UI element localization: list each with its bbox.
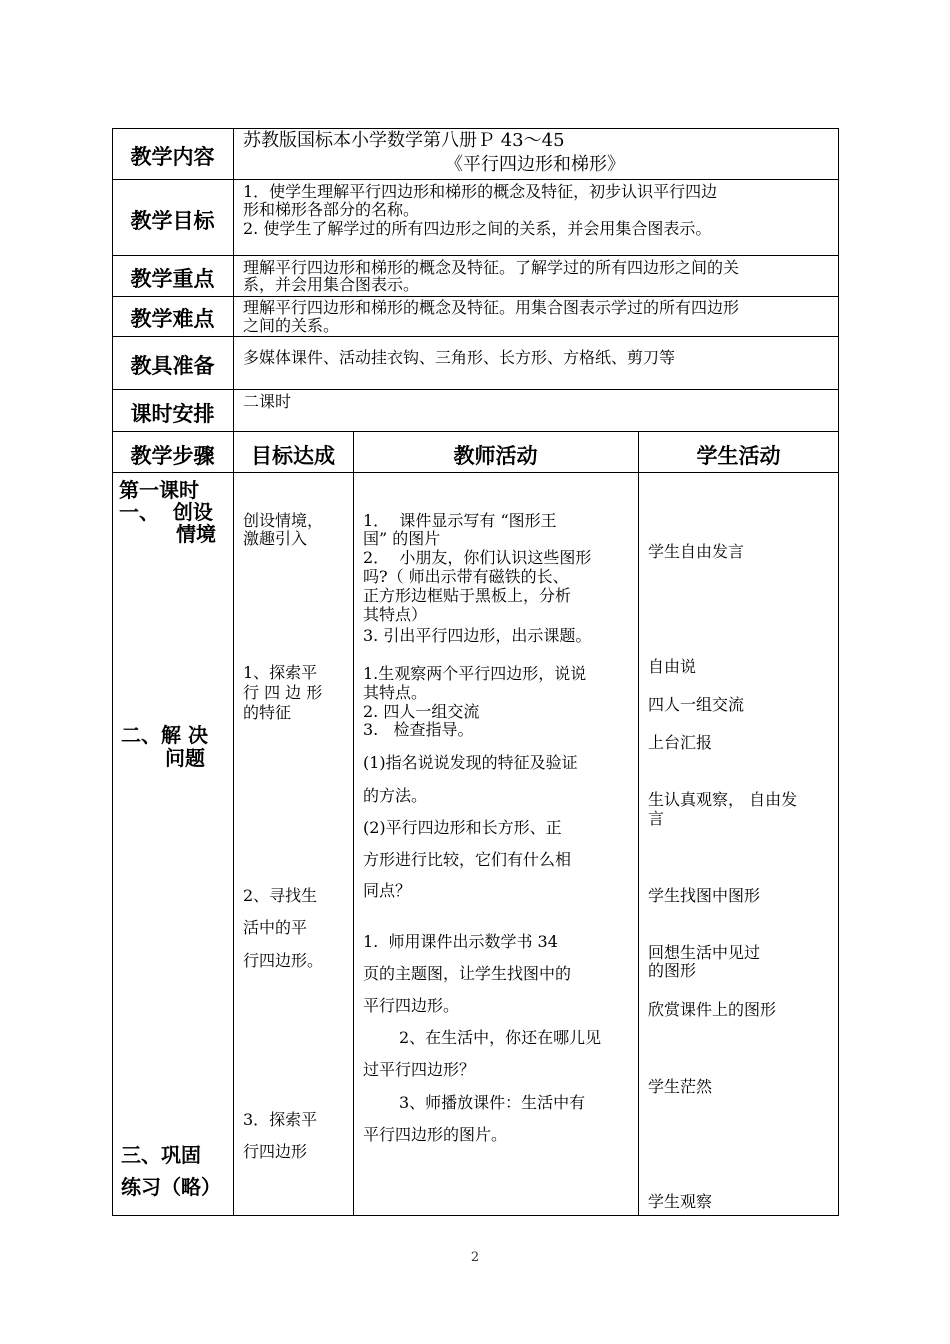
difficulties-line-2: 之间的关系。 xyxy=(243,316,340,335)
step-1-line-b: 情境 xyxy=(176,522,216,546)
header-student: 学生活动 xyxy=(696,444,781,468)
teacher-line: 其特点。 xyxy=(363,683,428,702)
step-3-line-b: 练习（略） xyxy=(121,1175,221,1199)
student-line: 的图形 xyxy=(648,961,697,980)
student-line: 回想生活中见过 xyxy=(648,943,761,962)
key-points-line-2: 系，并会用集合图表示。 xyxy=(243,275,420,294)
teacher-line: 2. 四人一组交流 xyxy=(363,702,480,721)
teacher-line: 平行四边形。 xyxy=(363,996,460,1015)
goal-4-b: 行四边形 xyxy=(243,1142,308,1161)
step-lesson-1: 第一课时 xyxy=(119,478,199,502)
teacher-line: 国” 的图片 xyxy=(363,529,441,548)
row-divider xyxy=(112,336,839,337)
goal-1-a: 创设情境， xyxy=(243,511,324,530)
row-divider xyxy=(112,255,839,256)
student-line: 学生找图中图形 xyxy=(648,886,761,905)
label-difficulties: 教学难点 xyxy=(130,307,215,331)
teacher-line: 方形进行比较，它们有什么相 xyxy=(363,850,572,869)
teacher-line: 1． 课件显示写有 “图形王 xyxy=(363,511,557,530)
difficulties-line-1: 理解平行四边形和梯形的概念及特征。用集合图表示学过的所有四边形 xyxy=(243,298,740,317)
student-line: 欣赏课件上的图形 xyxy=(648,1000,777,1019)
teacher-line: 页的主题图，让学生找图中的 xyxy=(363,964,572,983)
student-line: 学生观察 xyxy=(648,1192,713,1211)
teacher-line: 同点？ xyxy=(363,881,412,900)
col-divider xyxy=(638,431,639,1216)
teacher-line: (1)指名说说发现的特征及验证 xyxy=(363,753,578,772)
teacher-line: 1.生观察两个平行四边形，说说 xyxy=(363,664,587,683)
student-line: 自由说 xyxy=(648,657,697,676)
schedule-value: 二课时 xyxy=(243,392,292,411)
row-divider xyxy=(112,472,839,473)
page-number: 2 xyxy=(470,1250,480,1265)
student-line: 四人一组交流 xyxy=(648,695,745,714)
header-steps: 教学步骤 xyxy=(130,444,215,468)
row-divider xyxy=(112,431,839,432)
row-divider xyxy=(112,296,839,297)
content-line-2: 《平行四边形和梯形》 xyxy=(445,154,625,175)
student-line: 言 xyxy=(648,809,665,828)
step-3-line-a: 三、巩固 xyxy=(121,1143,201,1167)
goals-line-1: 1．使学生理解平行四边形和梯形的概念及特征，初步认识平行四边 xyxy=(243,182,718,201)
label-schedule: 课时安排 xyxy=(130,402,215,426)
materials-value: 多媒体课件、活动挂衣钩、三角形、长方形、方格纸、剪刀等 xyxy=(243,348,676,367)
goal-1-b: 激趣引入 xyxy=(243,529,308,548)
teacher-line: 正方形边框贴于黑板上，分析 xyxy=(363,586,572,605)
col-divider xyxy=(353,431,354,1216)
header-teacher: 教师活动 xyxy=(453,444,538,468)
step-2-line-b: 问题 xyxy=(165,746,205,770)
teacher-line: 吗?（ 师出示带有磁铁的长、 xyxy=(363,567,569,586)
goals-line-3: 2. 使学生了解学过的所有四边形之间的关系，并会用集合图表示。 xyxy=(243,219,712,238)
teacher-line: 平行四边形的图片。 xyxy=(363,1125,508,1144)
label-content: 教学内容 xyxy=(130,145,215,169)
teacher-line: 的方法。 xyxy=(363,786,428,805)
goal-4-a: 3．探索平 xyxy=(243,1110,318,1129)
goal-3-c: 行四边形。 xyxy=(243,951,324,970)
teacher-line: 3. 引出平行四边形，出示课题。 xyxy=(363,626,592,645)
content-line-1: 苏教版国标本小学数学第八册Ｐ 43～45 xyxy=(243,130,565,151)
student-line: 上台汇报 xyxy=(648,733,713,752)
goal-3-a: 2、寻找生 xyxy=(243,886,318,905)
step-2-line-a: 二、解 决 xyxy=(121,723,208,747)
student-line: 生认真观察， 自由发 xyxy=(648,790,798,809)
label-materials: 教具准备 xyxy=(130,354,215,378)
teacher-line: 过平行四边形？ xyxy=(363,1060,476,1079)
header-goals: 目标达成 xyxy=(251,444,335,468)
teacher-line: 2． 小朋友，你们认识这些图形 xyxy=(363,548,592,567)
row-divider xyxy=(112,389,839,390)
goal-2-b: 行 四 边 形 xyxy=(243,683,323,702)
row-divider xyxy=(112,179,839,180)
key-points-line-1: 理解平行四边形和梯形的概念及特征。了解学过的所有四边形之间的关 xyxy=(243,258,740,277)
teacher-line: 3. 检查指导。 xyxy=(363,720,474,739)
step-1-line-a: 一、 创设 xyxy=(119,500,213,524)
col-divider xyxy=(233,128,234,1216)
label-goals: 教学目标 xyxy=(130,209,215,233)
student-line: 学生茫然 xyxy=(648,1077,713,1096)
teacher-line: (2)平行四边形和长方形、正 xyxy=(363,818,562,837)
label-key-points: 教学重点 xyxy=(130,267,215,291)
teacher-line: 2、在生活中，你还在哪儿见 xyxy=(399,1028,602,1047)
goal-3-b: 活中的平 xyxy=(243,918,308,937)
goal-2-c: 的特征 xyxy=(243,703,292,722)
goal-2-a: 1、探索平 xyxy=(243,663,318,682)
goals-line-2: 形和梯形各部分的名称。 xyxy=(243,200,420,219)
teacher-line: 1. 师用课件出示数学书 34 xyxy=(363,932,558,951)
teacher-line: 其特点） xyxy=(363,605,428,624)
student-line: 学生自由发言 xyxy=(648,542,745,561)
teacher-line: 3、师播放课件：生活中有 xyxy=(399,1093,586,1112)
